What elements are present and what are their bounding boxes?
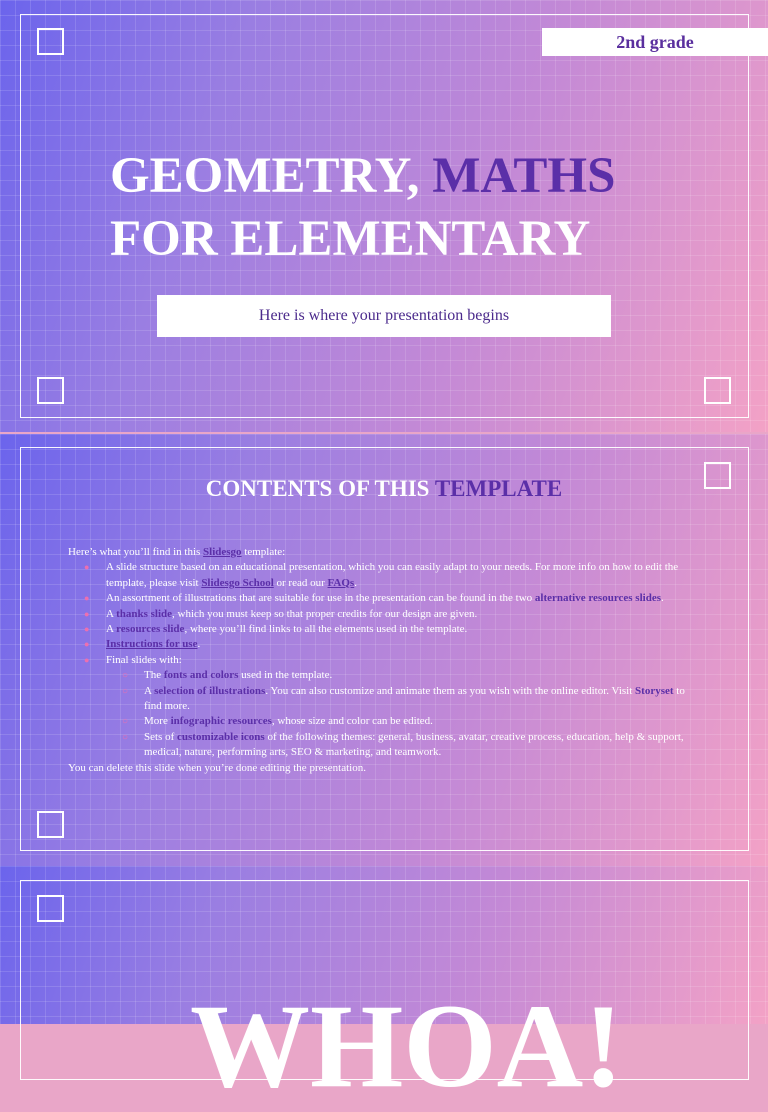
text: Here’s what you’ll find in this bbox=[68, 546, 204, 558]
list-item bbox=[106, 591, 698, 606]
slide-contents bbox=[0, 434, 768, 866]
list-item bbox=[106, 637, 698, 652]
text: An assortment of illustrations that are suitable for use in the presentation can be found in the two bbox=[106, 592, 535, 605]
text: Sets of bbox=[144, 730, 177, 743]
intro-paragraph bbox=[68, 545, 698, 560]
text: A bbox=[106, 607, 117, 620]
outro-paragraph: You can delete this slide when you’re done editing the presentation. bbox=[68, 761, 366, 774]
sub-list-item bbox=[144, 714, 698, 729]
text: A bbox=[106, 623, 117, 636]
presentation-title bbox=[110, 145, 615, 271]
text: . You can also customize and animate them as you wish with the online editor. Visit bbox=[265, 684, 636, 697]
sub-list-item bbox=[144, 684, 698, 715]
contents-body bbox=[68, 545, 698, 776]
corner-square-icon bbox=[37, 811, 64, 838]
text: , which you must keep so that proper credits for our design are given. bbox=[172, 607, 478, 620]
text: to find more. bbox=[144, 684, 685, 713]
section-big-text: WHOA! bbox=[190, 979, 624, 1112]
alternative-resources-link[interactable]: alternative resources slides bbox=[534, 592, 661, 605]
icons-link[interactable]: customizable icons bbox=[177, 730, 265, 743]
text: , where you’ll find links to all the elements used in the template. bbox=[184, 623, 468, 636]
heading-accent-text: TEMPLATE bbox=[434, 476, 563, 501]
text: Final slides with: bbox=[106, 653, 182, 666]
list-item bbox=[106, 622, 698, 637]
text: More bbox=[144, 715, 171, 728]
text: used in the template. bbox=[238, 669, 333, 682]
illustrations-link[interactable]: selection of illustrations bbox=[154, 684, 266, 697]
instructions-link[interactable]: Instructions for use bbox=[106, 638, 198, 651]
thanks-slide-link[interactable]: thanks slide bbox=[116, 607, 173, 620]
contents-heading bbox=[0, 476, 768, 502]
title-accent-text: MATHS bbox=[432, 148, 616, 204]
text: . bbox=[197, 638, 201, 651]
text: of the following themes: general, business, avatar, creative process, education, help & support, medical, nature, performing arts, SEO & marketing, and teamwork. bbox=[144, 730, 684, 759]
text: . bbox=[660, 592, 664, 605]
corner-square-icon bbox=[37, 28, 64, 55]
grade-label: 2nd grade bbox=[542, 28, 768, 56]
slide-section bbox=[0, 866, 768, 1112]
subtitle-text: Here is where your presentation begins bbox=[258, 307, 510, 324]
subtitle-box bbox=[157, 295, 611, 337]
text: template: bbox=[241, 546, 286, 558]
title-text-line2: FOR ELEMENTARY bbox=[110, 211, 591, 267]
slide-title bbox=[0, 0, 768, 432]
list-item bbox=[106, 607, 698, 622]
heading-text: CONTENTS OF THIS bbox=[205, 476, 435, 501]
sub-list bbox=[106, 668, 698, 760]
storyset-link[interactable]: Storyset bbox=[635, 684, 674, 697]
sub-list-item bbox=[144, 668, 698, 683]
slidesgo-link[interactable]: Slidesgo bbox=[203, 546, 242, 558]
title-text: GEOMETRY, bbox=[110, 148, 433, 204]
infographic-link[interactable]: infographic resources bbox=[170, 715, 272, 728]
corner-square-icon bbox=[704, 377, 731, 404]
text: The bbox=[144, 669, 164, 682]
slidesgo-school-link[interactable]: Slidesgo School bbox=[201, 576, 274, 589]
faqs-link[interactable]: FAQs bbox=[327, 576, 355, 589]
list-item bbox=[106, 653, 698, 761]
resources-slide-link[interactable]: resources slide bbox=[116, 623, 185, 636]
text: . bbox=[354, 576, 357, 589]
list-item bbox=[106, 560, 698, 591]
text: or read our bbox=[273, 576, 328, 589]
sub-list-item bbox=[144, 730, 698, 761]
text: , whose size and color can be edited. bbox=[271, 715, 433, 728]
text: A bbox=[144, 684, 155, 697]
text: A slide structure based on an educational presentation, which you can easily adapt to your needs. For more info on how to edit the template, please visit bbox=[106, 561, 679, 589]
fonts-colors-link[interactable]: fonts and colors bbox=[163, 669, 239, 682]
contents-list bbox=[68, 560, 698, 760]
corner-square-icon bbox=[37, 377, 64, 404]
corner-square-icon bbox=[37, 895, 64, 922]
